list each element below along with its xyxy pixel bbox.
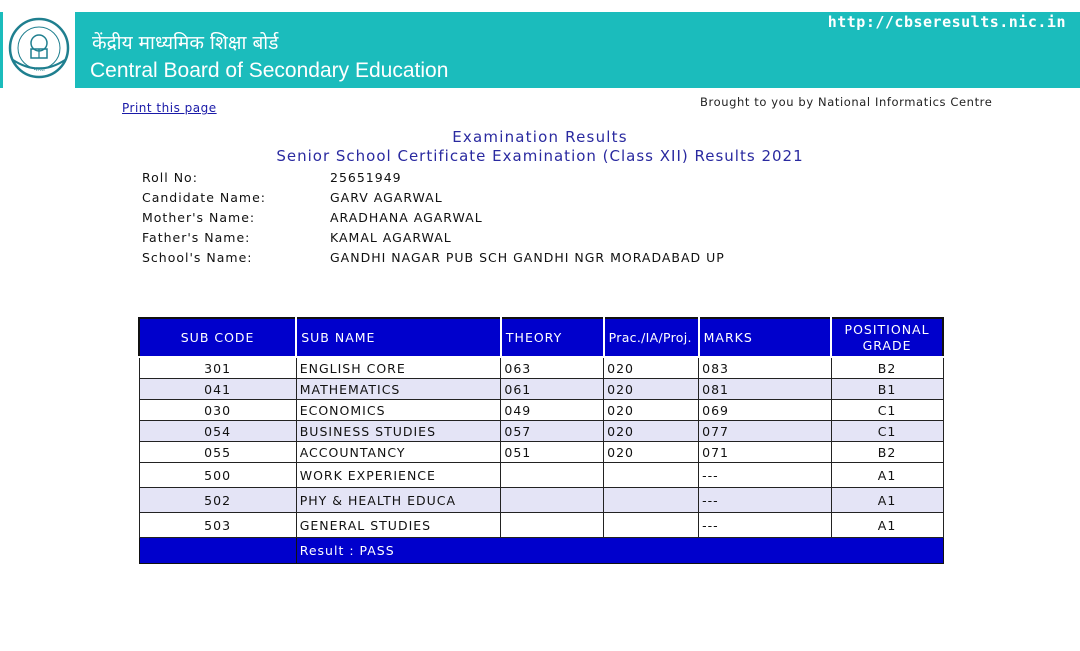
col-sub-name: SUB NAME <box>296 318 501 357</box>
cell-practical <box>604 513 699 538</box>
cell-grade: B1 <box>831 379 943 400</box>
print-page-link[interactable]: Print this page <box>122 101 217 115</box>
table-row <box>139 379 943 400</box>
cell-practical: 020 <box>604 357 699 379</box>
cell-code: 502 <box>139 488 296 513</box>
site-url: http://cbseresults.nic.in <box>827 13 1066 31</box>
school-name-label: School's Name: <box>142 250 253 265</box>
cell-grade: B2 <box>831 442 943 463</box>
result-cell <box>296 538 943 564</box>
cell-marks: 077 <box>699 421 831 442</box>
result-value: PASS <box>359 543 395 558</box>
candidate-name-label: Candidate Name: <box>142 190 266 205</box>
cell-grade: C1 <box>831 421 943 442</box>
cell-marks: 083 <box>699 357 831 379</box>
nic-credit: Brought to you by National Informatics Centre <box>700 95 993 109</box>
table-row <box>139 421 943 442</box>
cell-subject: GENERAL STUDIES <box>296 513 501 538</box>
table-row <box>139 357 943 379</box>
cell-practical: 020 <box>604 421 699 442</box>
cell-subject: BUSINESS STUDIES <box>296 421 501 442</box>
col-theory: THEORY <box>501 318 604 357</box>
cell-subject: MATHEMATICS <box>296 379 501 400</box>
roll-value: 25651949 <box>330 170 402 185</box>
cell-marks: --- <box>699 488 831 513</box>
cell-grade: A1 <box>831 488 943 513</box>
cell-subject: WORK EXPERIENCE <box>296 463 501 488</box>
cbse-emblem-icon <box>7 15 71 85</box>
school-name-value: GANDHI NAGAR PUB SCH GANDHI NGR MORADABAD UP <box>330 250 725 265</box>
cell-code: 503 <box>139 513 296 538</box>
cell-code: 055 <box>139 442 296 463</box>
cell-subject: ECONOMICS <box>296 400 501 421</box>
father-name-value: KAMAL AGARWAL <box>330 230 452 245</box>
roll-label: Roll No: <box>142 170 198 185</box>
cell-theory <box>501 488 604 513</box>
logo-text: भारत <box>33 66 45 73</box>
cell-grade: A1 <box>831 513 943 538</box>
mother-name-label: Mother's Name: <box>142 210 256 225</box>
cell-code: 030 <box>139 400 296 421</box>
cell-practical: 020 <box>604 442 699 463</box>
cell-grade: B2 <box>831 357 943 379</box>
table-header-row <box>139 318 943 357</box>
result-spacer <box>139 538 296 564</box>
exam-subheading: Senior School Certificate Examination (Class XII) Results 2021 <box>276 147 804 165</box>
cell-code: 301 <box>139 357 296 379</box>
cell-marks: --- <box>699 513 831 538</box>
cell-theory: 061 <box>501 379 604 400</box>
candidate-name-value: GARV AGARWAL <box>330 190 443 205</box>
cell-marks: 071 <box>699 442 831 463</box>
cell-practical: 020 <box>604 379 699 400</box>
col-grade: POSITIONAL GRADE <box>831 318 943 357</box>
result-label: Result : <box>299 543 355 558</box>
cell-practical: 020 <box>604 400 699 421</box>
cell-code: 041 <box>139 379 296 400</box>
site-title-english: Central Board of Secondary Education <box>90 59 449 82</box>
table-row <box>139 488 943 513</box>
col-marks: MARKS <box>699 318 831 357</box>
cell-grade: C1 <box>831 400 943 421</box>
cell-grade: A1 <box>831 463 943 488</box>
cell-subject: ENGLISH CORE <box>296 357 501 379</box>
cell-practical <box>604 488 699 513</box>
cell-code: 054 <box>139 421 296 442</box>
cell-marks: 081 <box>699 379 831 400</box>
site-header <box>0 12 1080 88</box>
cbse-logo <box>3 12 75 88</box>
cell-subject: PHY & HEALTH EDUCA <box>296 488 501 513</box>
table-row <box>139 513 943 538</box>
mother-name-value: ARADHANA AGARWAL <box>330 210 483 225</box>
cell-code: 500 <box>139 463 296 488</box>
results-table <box>138 317 944 564</box>
table-row <box>139 463 943 488</box>
cell-practical <box>604 463 699 488</box>
col-practical: Prac./IA/Proj. <box>604 318 699 357</box>
result-row <box>139 538 943 564</box>
col-sub-code: SUB CODE <box>139 318 296 357</box>
cell-theory <box>501 513 604 538</box>
table-row <box>139 400 943 421</box>
site-title-hindi: केंद्रीय माध्यमिक शिक्षा बोर्ड <box>92 32 279 54</box>
top-strip <box>0 0 1080 12</box>
cell-subject: ACCOUNTANCY <box>296 442 501 463</box>
cell-theory: 063 <box>501 357 604 379</box>
cell-theory: 057 <box>501 421 604 442</box>
cell-theory <box>501 463 604 488</box>
cell-marks: --- <box>699 463 831 488</box>
exam-heading: Examination Results <box>452 128 628 146</box>
cell-marks: 069 <box>699 400 831 421</box>
cell-theory: 051 <box>501 442 604 463</box>
table-row <box>139 442 943 463</box>
cell-theory: 049 <box>501 400 604 421</box>
father-name-label: Father's Name: <box>142 230 251 245</box>
